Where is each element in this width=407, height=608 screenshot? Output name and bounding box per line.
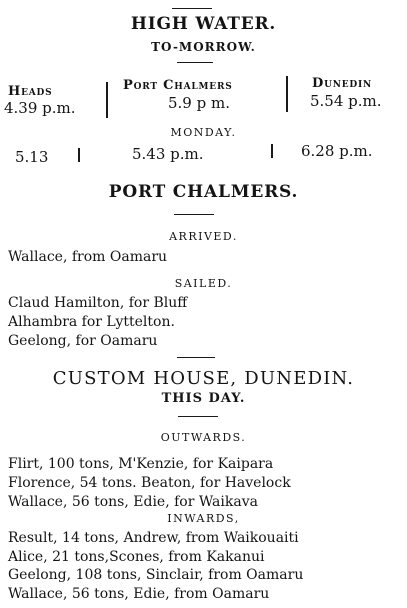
divider [177, 357, 215, 358]
column-heads-time: 4.39 p.m. [4, 99, 76, 117]
inwards-entry: Geelong, 108 tons, Sinclair, from Oamaru [8, 567, 304, 583]
custom-house-subtitle: THIS DAY. [161, 391, 246, 406]
high-water-title: HIGH WATER. [130, 14, 277, 34]
column-separator [271, 144, 273, 158]
column-separator [106, 82, 108, 118]
inwards-entry: Alice, 21 tons,Scones, from Kakanui [8, 549, 265, 565]
column-port-chalmers-time: 5.9 p m. [168, 94, 230, 112]
divider [178, 416, 218, 417]
monday-label: MONDAY. [170, 126, 237, 139]
sailed-entry: Alhambra for Lyttelton. [8, 314, 175, 330]
column-dunedin-label: Dunedin [312, 76, 373, 91]
outwards-entry: Florence, 54 tons. Beaton, for Havelock [8, 475, 291, 491]
outwards-label: OUTWARDS. [160, 431, 247, 444]
inwards-entry: Wallace, 56 tons, Edie, from Oamaru [8, 586, 270, 602]
monday-port-chalmers-time: 5.43 p.m. [132, 145, 204, 163]
arrived-label: ARRIVED. [169, 230, 238, 243]
outwards-entry: Flirt, 100 tons, M'Kenzie, for Kaipara [8, 456, 274, 472]
column-port-chalmers-label: Port Chalmers [123, 78, 233, 93]
sailed-label: SAILED. [174, 277, 233, 290]
port-chalmers-title: PORT CHALMERS. [108, 182, 299, 202]
top-rule [172, 8, 212, 9]
sailed-entry: Claud Hamilton, for Bluff [8, 295, 188, 311]
high-water-subtitle: TO-MORROW. [151, 40, 256, 54]
monday-heads-time: 5.13 [15, 148, 49, 166]
column-dunedin-time: 5.54 p.m. [310, 92, 382, 110]
inwards-entry: Result, 14 tons, Andrew, from Waikouaiti [8, 530, 299, 546]
column-separator [286, 76, 288, 112]
inwards-label: INWARDS, [167, 512, 240, 525]
sailed-entry: Geelong, for Oamaru [8, 333, 158, 349]
column-separator [78, 148, 80, 162]
divider [177, 62, 213, 63]
divider [174, 214, 214, 215]
monday-dunedin-time: 6.28 p.m. [301, 142, 373, 160]
column-heads-label: Heads [8, 84, 53, 99]
outwards-entry: Wallace, 56 tons, Edie, for Waikava [8, 494, 258, 510]
arrived-entry: Wallace, from Oamaru [8, 249, 168, 265]
custom-house-title: CUSTOM HOUSE, DUNEDIN. [52, 368, 355, 389]
